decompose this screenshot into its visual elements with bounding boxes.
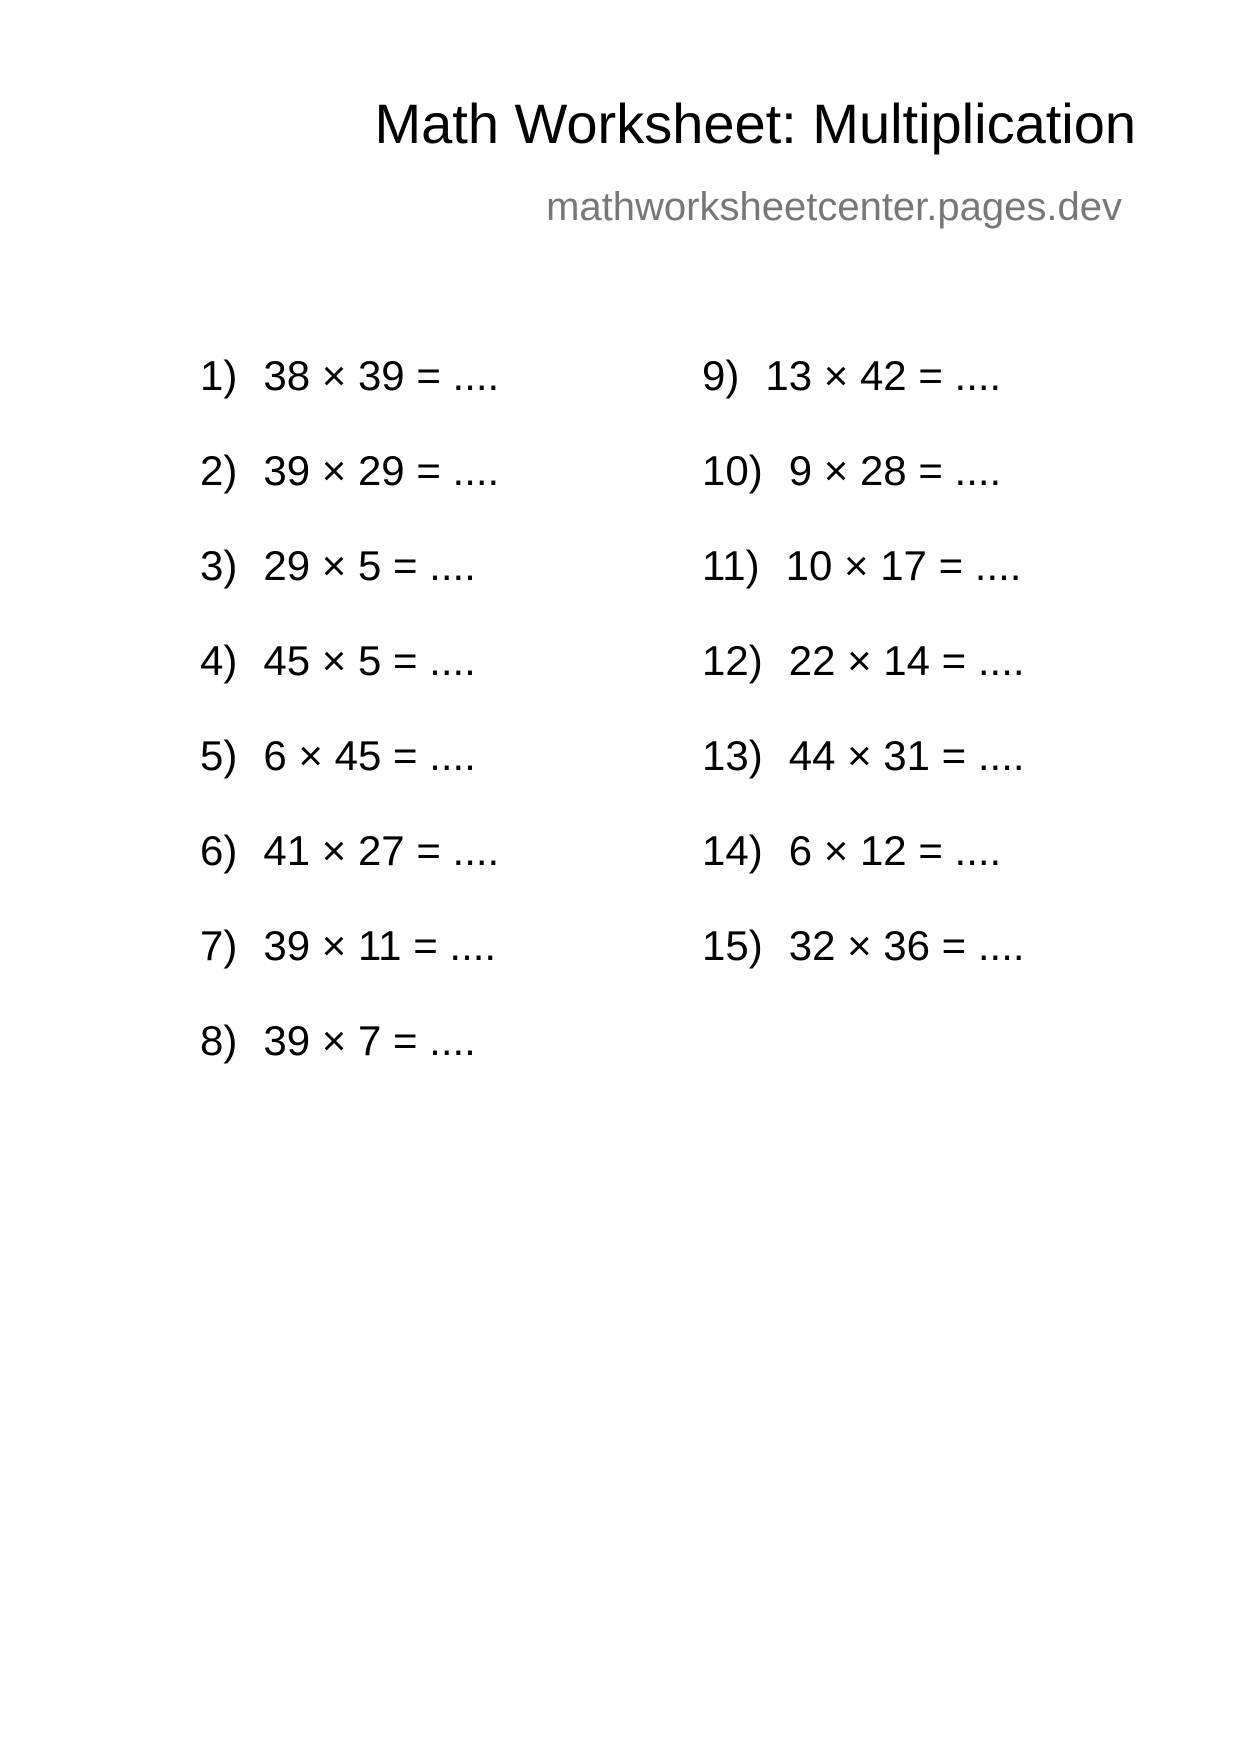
problem-item (200, 542, 499, 640)
problem-item (702, 827, 1025, 925)
problem-item (702, 732, 1025, 830)
problem-expression: 38 × 39 = .... (263, 352, 500, 399)
problem-number: 3 ) (200, 545, 237, 587)
problem-expression: 41 × 27 = .... (263, 827, 500, 874)
problem-number: 9 ) (702, 355, 739, 397)
problem-number: 11 ) (702, 545, 760, 587)
problem-column-left (200, 352, 500, 1115)
problem-item (702, 447, 1025, 545)
problem-number: 13 ) (702, 735, 763, 777)
problem-item (702, 922, 1025, 1020)
problem-number: 4 ) (200, 640, 237, 682)
problem-item (200, 352, 500, 450)
problem-expression: 22 × 14 = .... (788, 637, 1025, 684)
page-title: Math Worksheet: Multiplication (374, 92, 1136, 155)
problem-number: 15 ) (702, 925, 763, 967)
problem-expression: 32 × 36 = .... (788, 922, 1025, 969)
problem-number: 8 ) (200, 1020, 237, 1062)
problem-expression: 13 × 42 = .... (765, 352, 1002, 399)
problem-expression: 44 × 31 = .... (788, 732, 1025, 779)
problem-number: 2 ) (200, 450, 237, 492)
problem-expression: 6 × 45 = .... (263, 732, 476, 779)
problem-number: 10 ) (702, 450, 763, 492)
problem-column-right (702, 352, 1025, 1020)
problem-item (702, 352, 1025, 450)
problem-number: 1 ) (200, 355, 237, 397)
problem-item (702, 637, 1025, 735)
problem-number: 7 ) (200, 925, 237, 967)
problem-expression: 9 × 28 = .... (788, 447, 1002, 494)
problem-expression: 39 × 7 = .... (263, 1017, 476, 1064)
problem-number: 5 ) (200, 735, 237, 777)
problem-item (200, 732, 499, 830)
problem-item (702, 542, 1025, 640)
problem-item (200, 447, 500, 545)
problem-item (200, 827, 500, 925)
problem-expression: 29 × 5 = .... (263, 542, 476, 589)
problem-number: 12 ) (702, 640, 763, 682)
problem-item (200, 637, 499, 735)
problem-expression: 10 × 17 = .... (785, 542, 1022, 589)
problem-item (200, 1017, 499, 1115)
problem-item (200, 922, 499, 1020)
problem-number: 14 ) (702, 830, 763, 872)
problem-expression: 6 × 12 = .... (788, 827, 1002, 874)
problem-expression: 39 × 29 = .... (263, 447, 500, 494)
problem-expression: 45 × 5 = .... (263, 637, 476, 684)
problem-number: 6 ) (200, 830, 237, 872)
page-subtitle: mathworksheetcenter.pages.dev (546, 185, 1122, 229)
problem-expression: 39 × 11 = .... (263, 922, 497, 969)
